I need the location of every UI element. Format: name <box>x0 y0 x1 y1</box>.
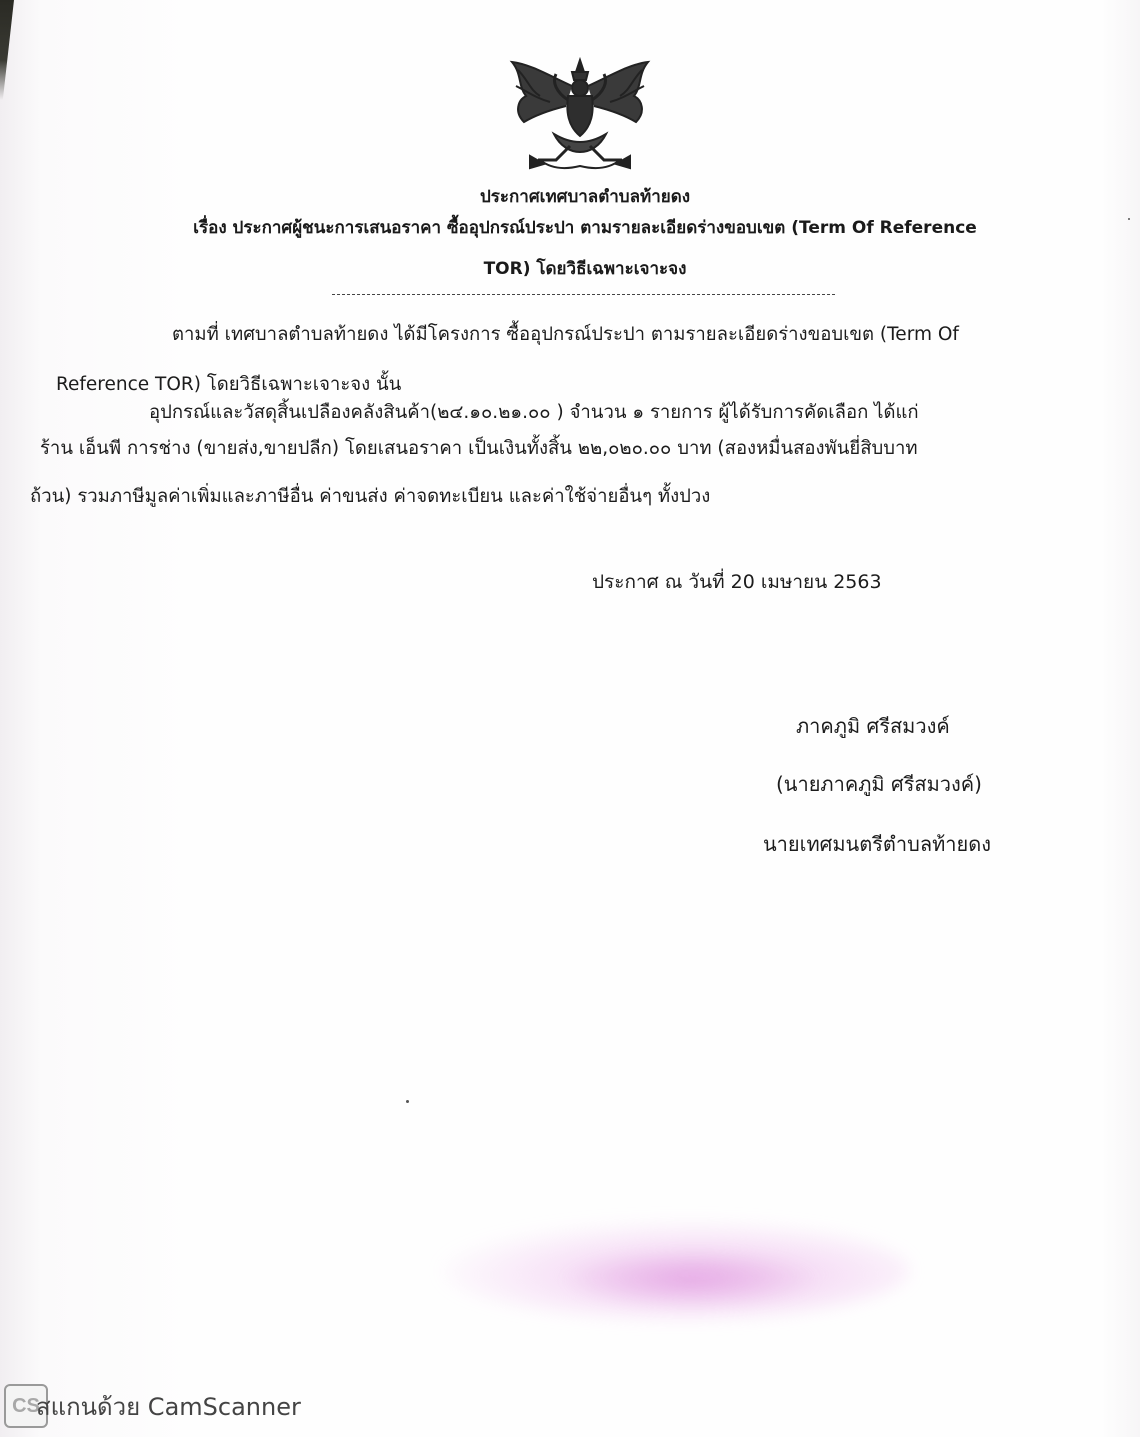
subject-line-2: TOR) โดยวิธีเฉพาะเจาะจง <box>483 259 687 279</box>
garuda-emblem-icon <box>500 56 660 176</box>
announcement-date: ประกาศ ณ วันที่ 20 เมษายน 2563 <box>592 571 882 593</box>
scan-speck <box>1128 218 1130 220</box>
camscanner-logo: CS <box>4 1384 48 1428</box>
camscanner-watermark <box>4 1384 301 1428</box>
signatory-position: นายเทศมนตรีตำบลท้ายดง <box>763 832 991 856</box>
announcement-title: ประกาศเทศบาลตำบลท้ายดง <box>479 187 691 207</box>
scan-speck <box>406 1100 409 1103</box>
faded-stamp-mark-core <box>560 1250 820 1310</box>
signature-name: ภาคภูมิ ศรีสมวงค์ <box>796 714 950 738</box>
paragraph-1-line-1: ตามที่ เทศบาลตำบลท้ายดง ได้มีโครงการ ซื้ออุปกรณ์ประปา ตามรายละเอียดร่างขอบเขต (Term Of <box>172 324 959 345</box>
page-edge-shadow <box>0 0 14 100</box>
paragraph-2-line-2: ร้าน เอ็นพี การช่าง (ขายส่ง,ขายปลีก) โดยเสนอราคา เป็นเงินทั้งสิ้น ๒๒,๐๒๐.๐๐ บาท (สองหมื่นสองพันยี่สิบบาท <box>40 438 918 459</box>
dashed-divider <box>332 294 835 295</box>
signatory-full-name: (นายภาคภูมิ ศรีสมวงค์) <box>776 772 982 796</box>
paragraph-2-line-1: อุปกรณ์และวัสดุสิ้นเปลืองคลังสินค้า(๒๔.๑๐.๒๑.๐๐ ) จำนวน ๑ รายการ ผู้ได้รับการคัดเลือก ได้แก่ <box>149 402 919 423</box>
camscanner-text: สแกนด้วย CamScanner <box>36 1392 301 1421</box>
paragraph-1-line-2: Reference TOR) โดยวิธีเฉพาะเจาะจง นั้น <box>56 374 402 395</box>
subject-line-1: เรื่อง ประกาศผู้ชนะการเสนอราคา ซื้ออุปกรณ์ประปา ตามรายละเอียดร่างขอบเขต (Term Of Reference <box>193 218 977 238</box>
paragraph-2-line-3: ถ้วน) รวมภาษีมูลค่าเพิ่มและภาษีอื่น ค่าขนส่ง ค่าจดทะเบียน และค่าใช้จ่ายอื่นๆ ทั้งปวง <box>30 486 711 507</box>
